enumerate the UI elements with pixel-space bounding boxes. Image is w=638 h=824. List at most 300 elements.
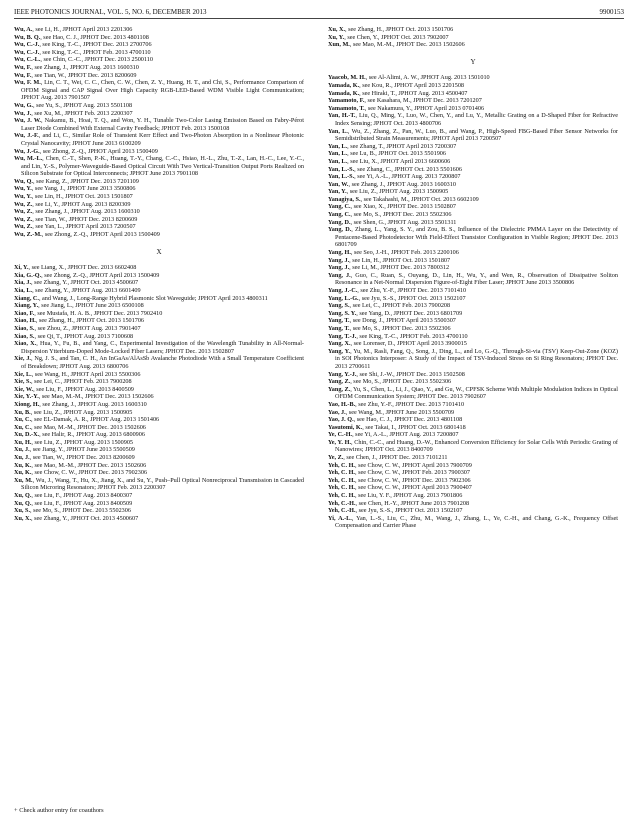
index-entry bbox=[14, 26, 304, 34]
author-name: Ye, C.-H. bbox=[328, 431, 353, 439]
author-name: Yan, L. bbox=[328, 150, 348, 158]
author-name: Xia, J. bbox=[14, 279, 32, 287]
author-name: Xiong, H. bbox=[14, 400, 40, 408]
entry-reference: , see Liu, F., JPHOT Aug. 2013 8400509 bbox=[33, 385, 134, 393]
entry-reference: , see Kasahara, M., JPHOT Dec. 2013 7201207 bbox=[364, 97, 482, 105]
index-entry bbox=[14, 201, 304, 209]
entry-reference: , see Zhong, Z.-Q., JPHOT April 2013 1500409 bbox=[41, 271, 160, 279]
right-index-block-x bbox=[328, 26, 618, 49]
author-name: Wu, F. bbox=[14, 63, 32, 71]
entry-reference: , Guo, C., Ruan, S., Ouyang, D., Lin, H., Wu, Y., and Wen, R., Observation of Dissipative Soliton Resonance in a Net-Normal Dispersion Figure-of-Eight Fiber Laser; JPHOT June 2013 3500806 bbox=[335, 271, 618, 287]
author-name: Yan, W. bbox=[328, 180, 349, 188]
entry-reference: , and Wang, J., Long-Range Hybrid Plasmonic Slot Waveguide; JPHOT April 2013 4800311 bbox=[38, 294, 268, 302]
entry-reference: , see Zhong, Z.-Q., JPHOT April 2013 1500409 bbox=[39, 147, 158, 155]
author-name: Xia, L. bbox=[14, 287, 33, 294]
author-name: Yamada, K. bbox=[328, 89, 360, 97]
index-entry bbox=[328, 26, 618, 34]
entry-reference: , Chen, C.-T., Shen, P.-K., Huang, T.-Y., Chang, C.-C., Hsiao, H.-L., Zhu, T.-Z., Lan, H.-C., Lee, Y.-C., and Lin, Y.-S., Polymer-Waveguide-Based Optical Circuit With Two Vertical-Transition Output Ports Realized on Silicon Substrate for Optical Interconnects; JPHOT June 2013 7901108 bbox=[21, 155, 304, 178]
index-entry bbox=[14, 416, 304, 424]
author-name: Yang, T. bbox=[328, 324, 350, 332]
index-entry bbox=[328, 257, 618, 265]
entry-reference: , see King, T.-C., JPHOT Feb. 2013 4700110 bbox=[356, 332, 468, 340]
entry-reference: , see Wang, M., JPHOT June 2013 5500709 bbox=[345, 408, 455, 416]
author-name: Xu, D.-X. bbox=[14, 431, 40, 439]
journal-running-head: IEEE PHOTONICS JOURNAL, VOL. 5, NO. 6, DECEMBER 2013 bbox=[14, 8, 207, 16]
entry-reference: , see Chen, J., JPHOT Dec. 2013 7101211 bbox=[343, 454, 448, 462]
entry-reference: , see Chow, C. W., JPHOT Feb. 2013 7900307 bbox=[354, 469, 470, 477]
author-name: Yang, C. bbox=[328, 211, 351, 219]
entry-reference: , Wu, Z., Zhang, Z., Pan, W., Luo, B., and Wang, P., High-Speed FBG-Based Fiber Sensor Networks for Semidistributed Strain Measurements; JPHOT April 2013 7200507 bbox=[335, 127, 618, 143]
entry-reference: , see Zhong, Z.-Q., JPHOT April 2013 1500409 bbox=[41, 231, 160, 239]
author-name: Yeh, C.-H. bbox=[328, 499, 356, 507]
index-entry bbox=[328, 469, 618, 477]
index-entry bbox=[14, 333, 304, 341]
index-entry bbox=[328, 143, 618, 151]
index-entry bbox=[328, 325, 618, 333]
index-entry bbox=[14, 310, 304, 318]
index-entry bbox=[14, 469, 304, 477]
index-entry bbox=[14, 287, 304, 295]
index-entry bbox=[328, 166, 618, 174]
author-name: Yeh, C. H. bbox=[328, 461, 355, 469]
index-entry bbox=[14, 431, 304, 439]
author-name: Xu, S. bbox=[14, 507, 30, 515]
author-name: Xie, L. bbox=[14, 370, 32, 378]
index-entry bbox=[14, 178, 304, 186]
entry-reference: , see Zhang, H., JPHOT Oct. 2013 1501706 bbox=[35, 317, 145, 325]
entry-reference: , see Nakamura, Y., JPHOT April 2013 0701406 bbox=[364, 104, 485, 112]
left-index-block-x bbox=[14, 264, 304, 522]
entry-reference: , see Kang, Z., JPHOT Dec. 2013 7201109 bbox=[32, 177, 139, 185]
entry-reference: , see Zhang, C., JPHOT Oct. 2013 5501606 bbox=[354, 165, 462, 173]
author-name: Yaacob, M. H. bbox=[328, 74, 366, 82]
author-name: Xie, J. bbox=[14, 355, 31, 363]
entry-reference: , see Yi, A.-L., JPHOT Aug. 2013 7200807 bbox=[352, 431, 459, 439]
author-name: Yan, Y. bbox=[328, 188, 347, 196]
author-name: Yang, J. bbox=[328, 271, 351, 279]
index-entry bbox=[14, 193, 304, 201]
entry-reference: , see Jiang, L., JPHOT June 2013 6500108 bbox=[38, 302, 144, 310]
author-name: Yeh, C. H. bbox=[328, 484, 355, 492]
index-entry bbox=[14, 223, 304, 231]
index-entry bbox=[14, 110, 304, 118]
entry-reference: , see Hao, C. J., JPHOT Dec. 2013 4801108 bbox=[40, 33, 149, 41]
author-name: Xiang, C. bbox=[14, 294, 39, 302]
index-entry bbox=[328, 515, 618, 530]
index-entry bbox=[328, 317, 618, 325]
author-name: Wu, Z. bbox=[14, 200, 33, 208]
author-name: Wu, J.-F. bbox=[14, 132, 39, 140]
page-header bbox=[14, 6, 624, 18]
index-entry bbox=[14, 371, 304, 379]
entry-reference: , see Liu, F., JPHOT Aug. 2013 8400509 bbox=[31, 499, 133, 507]
entry-reference: , see Tian, W., JPHOT Dec. 2013 8200609 bbox=[31, 71, 137, 79]
entry-reference: , Ng, J. S., and Tan, C. H., An InGaAs/AlAsSb Avalanche Photodiode With a Small Temperature Coefficient of Breakdown; JPHOT Aug. 2013 6800706 bbox=[21, 355, 304, 370]
index-entry bbox=[14, 208, 304, 216]
author-name: Yamada, K. bbox=[328, 81, 360, 89]
author-name: Wu, Z. bbox=[14, 215, 33, 223]
entry-reference: , see Liu, Z., JPHOT Aug. 2013 1500905 bbox=[346, 188, 449, 196]
entry-reference: , Chin, C.-C., and Huang, D.-W., Enhanced Conversion Efficiency for Solar Cells With Periodic Grating of Nanowires; JPHOT Oct. 2013 8400709 bbox=[335, 438, 618, 454]
index-entry bbox=[328, 173, 618, 181]
entry-reference: , see Seo, J.-H., JPHOT Feb. 2013 2200106 bbox=[350, 249, 459, 257]
entry-reference: , see Zhou, Z., JPHOT Aug. 2013 7901407 bbox=[34, 324, 141, 332]
index-entry bbox=[328, 287, 618, 295]
section-heading-y: Y bbox=[470, 57, 476, 66]
entry-reference: , see Shen, G., JPHOT Aug. 2013 5501311 bbox=[350, 218, 457, 226]
index-entry bbox=[328, 41, 618, 49]
index-entry bbox=[14, 340, 304, 355]
author-name: Xu, Y. bbox=[328, 33, 345, 41]
index-entry bbox=[328, 264, 618, 272]
entry-reference: , Yu, S., Chen, L., Li, J., Qiao, Y., and Gu, W., CPFSK Scheme With Multiple Modulation Indices in Optical OFDM Communication System; JPHOT Dec. 2013 7902607 bbox=[335, 385, 618, 401]
entry-reference: , see Zhang, H., JPHOT Oct. 2013 1501706 bbox=[345, 26, 454, 33]
entry-reference: , see Chow, C. W., JPHOT April 2013 7900709 bbox=[354, 461, 472, 469]
entry-reference: , Yu, M., Rasli, Fang, Q., Song, J., Ding, L., and Lo, G.-Q., Through-Si-via (TSV) Keep-Out-Zone (KOZ) in SOI Photonics Interposer: A Study of the Impact of TSV-Induced Stress on Si Ring Resonators; JPHOT Dec. 2013 2700611 bbox=[335, 347, 618, 370]
entry-reference: , see Liu, Z., JPHOT Aug. 2013 1500905 bbox=[31, 438, 134, 446]
author-name: Wu, Q. bbox=[14, 177, 33, 185]
author-name: Wu, J. bbox=[14, 109, 32, 117]
author-name: Yao, H.-B. bbox=[328, 400, 356, 408]
author-name: Yang, T. bbox=[328, 317, 350, 325]
entry-reference: , see King, T.-C., JPHOT Dec. 2013 2700706 bbox=[39, 41, 152, 49]
entry-reference: , see Kou, R., JPHOT April 2013 2201508 bbox=[359, 81, 465, 89]
entry-reference: , see Liang, X., JPHOT Dec. 2013 6602408 bbox=[28, 264, 137, 272]
index-entry bbox=[328, 431, 618, 439]
author-name: Wu, Z. bbox=[14, 208, 33, 216]
author-name: Wu, F. M. bbox=[14, 79, 41, 87]
author-name: Yan, L.-S. bbox=[328, 173, 355, 181]
author-name: Wu, C.-L. bbox=[14, 56, 41, 64]
entry-reference: , see Chow, C. W., JPHOT April 2013 7900407 bbox=[354, 484, 472, 492]
entry-reference: , see Lu, B., JPHOT Oct. 2013 5501906 bbox=[347, 150, 446, 158]
index-entry bbox=[14, 439, 304, 447]
author-name: Yang, Z. bbox=[328, 385, 351, 393]
author-name: Yan, L. bbox=[328, 157, 348, 165]
index-entry bbox=[14, 102, 304, 110]
entry-reference: , see Li, Y., JPHOT Aug. 2013 8200309 bbox=[32, 200, 131, 208]
index-entry bbox=[14, 64, 304, 72]
index-entry bbox=[14, 185, 304, 193]
author-name: Yang, T.-J. bbox=[328, 332, 357, 340]
entry-reference: , see Qi, T., JPHOT Aug. 2013 7100608 bbox=[34, 332, 134, 340]
entry-reference: , Lin, C. T., Wei, C. C., Chen, C. W., Chen, Z. Y., Huang, H. T., and Chi, S., Performance Comparison of OFDM Signal and CAP Signal Over High Capacity RGB-LED-Based WDM Visible Light Communication; JPHOT Aug. 2013 7901507 bbox=[21, 79, 304, 102]
author-name: Yang, C. bbox=[328, 203, 351, 211]
entry-reference: , see King, T.-C., JPHOT Feb. 2013 4700110 bbox=[39, 48, 151, 56]
entry-reference: , see Jyu, S.-S., JPHOT Oct. 2013 1502107 bbox=[355, 507, 463, 515]
index-entry bbox=[328, 310, 618, 318]
entry-reference: , see Yi, A.-L., JPHOT Aug. 2013 7200807 bbox=[354, 173, 461, 181]
author-name: Wu, A. bbox=[14, 26, 33, 33]
index-entry bbox=[328, 249, 618, 257]
author-name: Ye, Z. bbox=[328, 454, 344, 462]
entry-reference: , see Liu, X., JPHOT April 2013 6600606 bbox=[347, 157, 451, 165]
index-entry bbox=[14, 132, 304, 147]
index-entry bbox=[328, 484, 618, 492]
index-entry bbox=[14, 325, 304, 333]
index-entry bbox=[328, 500, 618, 508]
entry-reference: , see EL-Damak, A. R., JPHOT Aug. 2013 1501406 bbox=[31, 416, 160, 424]
index-entry bbox=[328, 188, 618, 196]
entry-reference: , see Wang, H., JPHOT April 2013 5500306 bbox=[31, 370, 141, 378]
author-name: Xiao, X. bbox=[14, 340, 37, 348]
author-name: Wu, Y. bbox=[14, 185, 32, 193]
index-entry bbox=[328, 226, 618, 249]
index-entry bbox=[14, 49, 304, 57]
author-name: Xu, C. bbox=[14, 416, 32, 424]
author-name: Xu, J. bbox=[14, 446, 30, 454]
index-entry bbox=[328, 492, 618, 500]
author-name: Wu, M.-L. bbox=[14, 155, 43, 163]
entry-reference: , see Yu, S., JPHOT Aug. 2013 5501108 bbox=[32, 101, 133, 109]
author-name: Wu, Z. bbox=[14, 223, 33, 231]
author-name: Wu, F. bbox=[14, 71, 32, 79]
entry-reference: , see Lei, C., JPHOT Feb. 2013 7900208 bbox=[349, 302, 451, 310]
author-name: Xi, Y. bbox=[14, 264, 29, 272]
author-name: Yan, L. bbox=[328, 142, 348, 150]
author-name: Xiang, Y. bbox=[14, 302, 39, 310]
index-entry bbox=[14, 393, 304, 401]
index-entry bbox=[328, 82, 618, 90]
index-entry bbox=[14, 317, 304, 325]
entry-reference: , see Tian, W., JPHOT Dec. 2013 8200609 bbox=[32, 215, 138, 223]
entry-reference: , see Chow, C. W., JPHOT Dec. 2013 7902306 bbox=[31, 469, 148, 477]
entry-reference: , see Lin, H., JPHOT Oct. 2013 1501807 bbox=[31, 193, 133, 201]
index-entry bbox=[14, 454, 304, 462]
author-name: Yang, L.-G. bbox=[328, 294, 359, 302]
author-name: Xiao, S. bbox=[14, 324, 35, 332]
entry-reference: , Zhang, L., Yang, S. Y., and Zou, B. S., Influence of the Dielectric PMMA Layer on the Detectivity of Pentacene-Based Photodetector With Field-Effect Transistor Configuration in Visible Region; JPHOT Dec. 2013 6801709 bbox=[335, 226, 618, 249]
entry-reference: , see Hiraki, T., JPHOT Aug. 2013 4500407 bbox=[359, 89, 468, 97]
entry-reference: , see Xu, M., JPHOT Feb. 2013 2200307 bbox=[31, 109, 133, 117]
author-name: Yang, S. Y. bbox=[328, 309, 357, 317]
author-name: Yeh, C. H. bbox=[328, 492, 355, 500]
author-name: Yan, L. bbox=[328, 127, 348, 135]
index-entry bbox=[328, 295, 618, 303]
entry-reference: , see Takahashi, M., JPHOT Oct. 2013 6602109 bbox=[360, 195, 479, 203]
entry-reference: , see Zhang, T., JPHOT April 2013 7200307 bbox=[347, 142, 457, 150]
entry-reference: , see Li, H., JPHOT April 2013 2201306 bbox=[32, 26, 133, 33]
index-entry bbox=[14, 515, 304, 523]
index-entry bbox=[14, 378, 304, 386]
author-name: Yan, L.-S. bbox=[328, 165, 355, 173]
index-entry bbox=[328, 378, 618, 386]
index-entry bbox=[328, 105, 618, 113]
author-name: Yeh, C. H. bbox=[328, 476, 355, 484]
entry-reference: , see Zhang, Y., JPHOT Oct. 2013 4500607 bbox=[31, 514, 139, 522]
author-name: Wu, J. W. bbox=[14, 117, 41, 125]
index-entry bbox=[14, 477, 304, 492]
author-name: Xu, B. bbox=[14, 408, 31, 416]
index-entry bbox=[328, 203, 618, 211]
author-name: Xu, M. bbox=[14, 476, 33, 484]
index-entry bbox=[328, 333, 618, 341]
author-name: Yang, Y. bbox=[328, 347, 351, 355]
entry-reference: , see Lorenser, D., JPHOT April 2013 3900015 bbox=[350, 340, 467, 348]
entry-reference: , Wu, J., Wang, T., Hu, X., Jiang, X., and Su, Y., Push–Pull Optical Nonreciprocal Transmission in Cascaded Silicon Microring Resonators; JPHOT Feb. 2013 2200307 bbox=[21, 476, 305, 492]
right-index-block-y bbox=[328, 74, 618, 530]
index-entry bbox=[328, 454, 618, 462]
entry-reference: , see Lin, H., JPHOT Oct. 2013 1501807 bbox=[349, 256, 451, 264]
author-name: Xu, C. bbox=[14, 423, 32, 431]
entry-reference: , see Chin, C.-C., JPHOT Dec. 2013 2500110 bbox=[40, 56, 153, 64]
entry-reference: , see Yang, J., JPHOT June 2013 3500806 bbox=[31, 185, 136, 193]
entry-reference: , see Mustafa, H. A. B., JPHOT Dec. 2013 7902410 bbox=[34, 309, 163, 317]
left-index-block-w bbox=[14, 26, 304, 239]
index-entry bbox=[14, 424, 304, 432]
entry-reference: , see Mao, M.-M., JPHOT Dec. 2013 1502606 bbox=[38, 393, 154, 401]
author-name: Xu, K. bbox=[14, 461, 32, 469]
entry-reference: , see Chen, Y., JPHOT Oct. 2013 7902007 bbox=[344, 33, 449, 41]
index-entry bbox=[328, 424, 618, 432]
index-entry bbox=[14, 295, 304, 303]
author-name: Xu, X. bbox=[328, 26, 346, 33]
author-name: Xu, J. bbox=[14, 454, 30, 462]
entry-reference: , and Li, C., Similar Role of Transient Kerr Effect and Two-Photon Absorption in a Nonlinear Photonic Crystal Nanocavity; JPHOT June 2013 6100209 bbox=[21, 132, 304, 147]
index-entry bbox=[14, 216, 304, 224]
index-entry bbox=[14, 155, 304, 178]
index-entry bbox=[14, 446, 304, 454]
entry-reference: , see Halir, R., JPHOT Aug. 2013 6800906 bbox=[39, 431, 145, 439]
index-entry bbox=[14, 72, 304, 80]
author-name: Xu, X. bbox=[14, 514, 32, 522]
author-name: Yang, J. bbox=[328, 256, 350, 264]
index-entry bbox=[328, 211, 618, 219]
author-name: Yang, D. bbox=[328, 218, 351, 226]
author-name: Yang, S. bbox=[328, 302, 350, 310]
entry-reference: , Yan, L.-S., Liu, C., Zhu, M., Wang, J., Zhang, L., Ye, C.-H., and Chang, G.-K., Frequency Offset Compensation and Carrier Phase bbox=[335, 514, 618, 530]
entry-reference: , see Mo, S., JPHOT Dec. 2013 5502306 bbox=[350, 378, 452, 386]
author-name: Yang, Z. bbox=[328, 378, 351, 386]
entry-reference: , see Tian, W., JPHOT Dec. 2013 8200609 bbox=[29, 454, 135, 462]
index-entry bbox=[328, 409, 618, 417]
index-entry bbox=[328, 158, 618, 166]
entry-reference: , see Yan, L., JPHOT April 2013 7200507 bbox=[32, 223, 136, 231]
entry-reference: , Liu, Q., Ming, Y., Luo, W., Chen, Y., and Lu, Y., Metallic Grating on a D-Shaped Fiber for Refractive Index Sensing; JPHOT Oct. 2013 4800706 bbox=[335, 112, 618, 127]
index-entry bbox=[328, 302, 618, 310]
section-heading-x: X bbox=[156, 247, 162, 256]
index-entry bbox=[14, 117, 304, 132]
index-entry bbox=[328, 97, 618, 105]
index-entry bbox=[14, 79, 304, 102]
entry-reference: , see Zhang, J., JPHOT Aug. 2013 1600310 bbox=[31, 63, 139, 71]
index-entry bbox=[328, 507, 618, 515]
page-number: 9900153 bbox=[599, 8, 624, 16]
entry-reference: , see Chow, C. W., JPHOT Dec. 2013 7902306 bbox=[354, 476, 471, 484]
entry-reference: , see Zhu, Y.-F., JPHOT Dec. 2013 7101410 bbox=[357, 287, 467, 294]
entry-reference: , see Takai, I., JPHOT Oct. 2013 6801418 bbox=[362, 423, 466, 431]
author-name: Yamamoto, F. bbox=[328, 97, 365, 105]
entry-reference: , see Zhang, J., JPHOT Aug. 2013 1600310 bbox=[32, 208, 140, 216]
author-name: Xun, M. bbox=[328, 41, 350, 49]
entry-reference: , see Dong, J., JPHOT April 2013 5500307 bbox=[349, 317, 456, 325]
author-name: Yeh, C.-H. bbox=[328, 507, 356, 515]
author-name: Xu, Q. bbox=[14, 492, 32, 500]
index-entry bbox=[328, 150, 618, 158]
index-entry bbox=[328, 371, 618, 379]
author-name: Xiao, F. bbox=[14, 309, 35, 317]
author-name: Yao, J. Q. bbox=[328, 416, 354, 424]
author-name: Yamamoto, T. bbox=[328, 104, 365, 112]
index-entry bbox=[14, 500, 304, 508]
index-entry bbox=[328, 128, 618, 143]
index-entry bbox=[328, 462, 618, 470]
index-entry bbox=[328, 439, 618, 454]
author-name: Yang, D. bbox=[328, 226, 352, 234]
index-entry bbox=[14, 264, 304, 272]
index-entry bbox=[328, 386, 618, 401]
entry-reference: , see Al-Alimi, A. W., JPHOT Aug. 2013 1501010 bbox=[365, 74, 490, 82]
index-entry bbox=[14, 279, 304, 287]
author-name: Xie, W. bbox=[14, 385, 34, 393]
entry-reference: , see Mao, M.-M., JPHOT Dec. 2013 1502606 bbox=[349, 41, 465, 49]
author-name: Yang, X. bbox=[328, 340, 351, 348]
entry-reference: , see Jyu, S.-S., JPHOT Oct. 2013 1502107 bbox=[358, 294, 466, 302]
index-entry bbox=[328, 112, 618, 127]
author-name: Wu, B. Q. bbox=[14, 33, 41, 41]
index-entry bbox=[14, 272, 304, 280]
author-name: Wu, J.-G. bbox=[14, 147, 40, 155]
index-entry bbox=[328, 219, 618, 227]
index-entry bbox=[328, 348, 618, 371]
index-entry bbox=[14, 302, 304, 310]
index-entry bbox=[14, 231, 304, 239]
index-entry bbox=[328, 196, 618, 204]
index-entry bbox=[328, 272, 618, 287]
author-name: Xie, S. bbox=[14, 378, 32, 386]
author-name: Yang, J.-C. bbox=[328, 287, 358, 294]
index-entry bbox=[14, 386, 304, 394]
author-name: Wu, Z.-M. bbox=[14, 231, 42, 239]
author-name: Xu, H. bbox=[14, 438, 32, 446]
entry-reference: , see Xiao, X., JPHOT Dec. 2013 1502807 bbox=[350, 203, 456, 211]
left-column bbox=[14, 26, 304, 522]
author-name: Yeh, C. H. bbox=[328, 469, 355, 477]
index-entry bbox=[14, 34, 304, 42]
entry-reference: , see Chen, H.-Y., JPHOT June 2013 7901208 bbox=[355, 499, 470, 507]
entry-reference: , see Mo, S., JPHOT Dec. 2013 5502306 bbox=[349, 324, 451, 332]
index-entry bbox=[14, 355, 304, 370]
entry-reference: , see Yang, D., JPHOT Dec. 2013 6801709 bbox=[356, 309, 463, 317]
author-name: Yao, J. bbox=[328, 408, 346, 416]
author-name: Yi, A.-L. bbox=[328, 514, 352, 522]
index-entry bbox=[328, 74, 618, 82]
index-entry bbox=[328, 401, 618, 409]
right-column bbox=[328, 26, 618, 530]
entry-reference: , see Lei, C., JPHOT Feb. 2013 7900208 bbox=[31, 378, 132, 386]
index-entry bbox=[14, 56, 304, 64]
entry-reference: , see Hao, C. J., JPHOT Dec. 2013 4801108 bbox=[353, 416, 463, 424]
entry-reference: , see Mao, M.-M., JPHOT Dec. 2013 1502606 bbox=[31, 461, 147, 469]
author-name: Yanagiya, S. bbox=[328, 195, 361, 203]
entry-reference: , see Liu, Y. F., JPHOT Aug. 2013 7901806 bbox=[354, 492, 463, 500]
author-name: Xu, Q. bbox=[14, 499, 32, 507]
author-name: Yan, H.-T. bbox=[328, 112, 356, 120]
index-entry bbox=[14, 462, 304, 470]
author-name: Wu, C.-J. bbox=[14, 48, 40, 56]
author-name: Yasutomi, K. bbox=[328, 423, 363, 431]
author-name: Ye, Y. H. bbox=[328, 438, 352, 446]
author-name: Xiao, H. bbox=[14, 317, 36, 325]
author-name: Xia, G.-Q. bbox=[14, 271, 42, 279]
author-name: Yang, H. bbox=[328, 249, 351, 257]
entry-reference: , see Zhang, Y., JPHOT Oct. 2013 4500607 bbox=[31, 279, 139, 287]
author-name: Wu, C.-J. bbox=[14, 41, 40, 49]
index-entry bbox=[14, 492, 304, 500]
author-name: Wu, Y. bbox=[14, 193, 32, 201]
index-entry bbox=[14, 507, 304, 515]
entry-reference: , see Liu, F., JPHOT Aug. 2013 8400307 bbox=[31, 492, 133, 500]
